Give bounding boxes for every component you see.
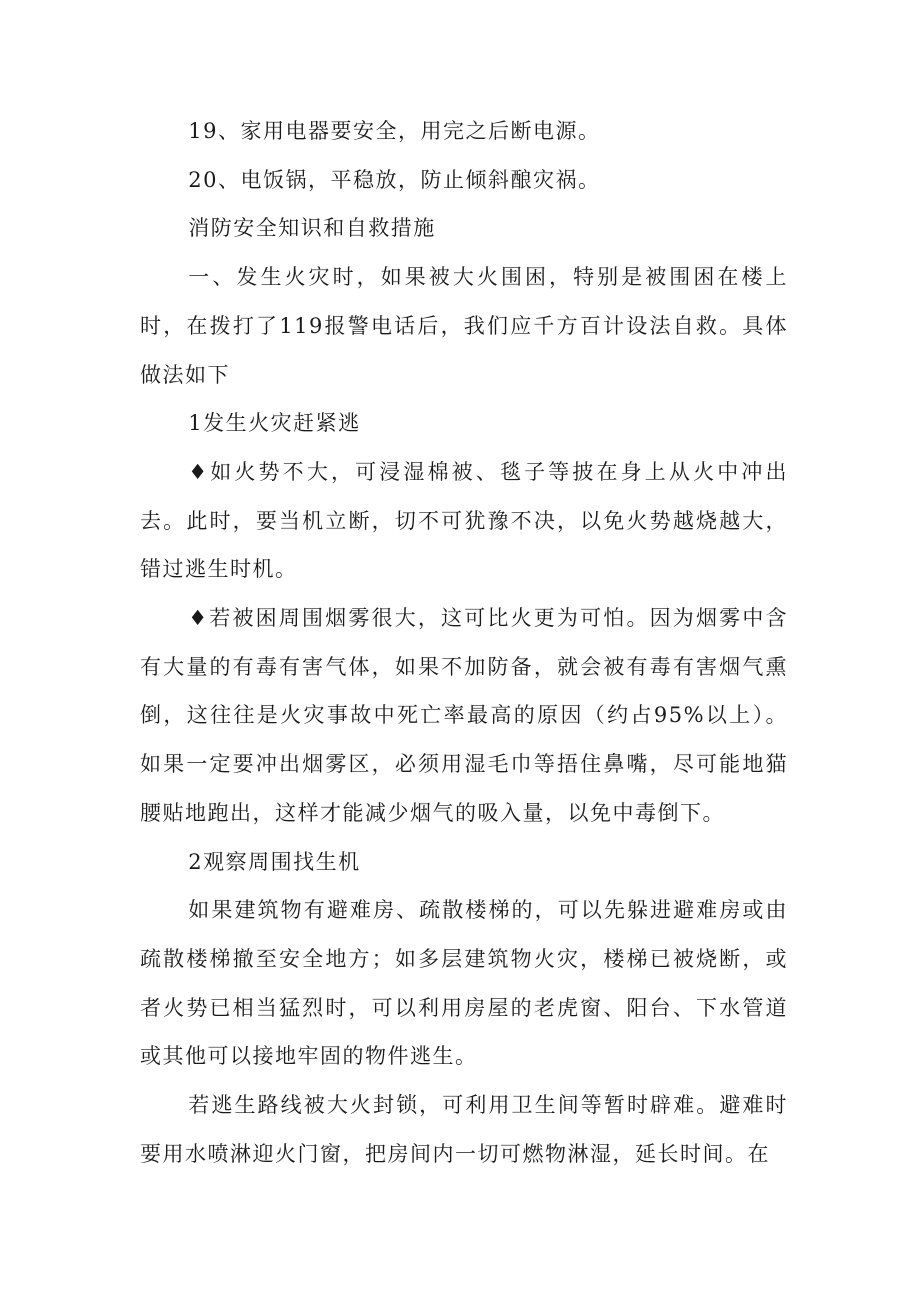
document-body <box>140 107 788 1178</box>
body-paragraph-refuge: 若逃生路线被大火封锁，可利用卫生间等暂时辟难。避难时要用水喷淋迎火门窗，把房间内一切可燃物淋湿，延长时间。在 <box>140 1093 788 1166</box>
section-one-intro: 一、发生火灾时，如果被大火围困，特别是被围困在楼上时，在拨打了119报警电话后，我们应千方百计设法自救。具体做法如下 <box>140 265 788 387</box>
list-item-19: 19、家用电器要安全，用完之后断电源。 <box>188 119 601 143</box>
subheading-1: 1发生火灾赶紧逃 <box>188 411 361 436</box>
list-item-20: 20、电饭锅，平稳放，防止倾斜酿灾祸。 <box>188 167 601 192</box>
section-heading: 消防安全知识和自救措施 <box>188 216 436 241</box>
subheading-2: 2观察周围找生机 <box>188 849 361 874</box>
body-paragraph-evacuation: 如果建筑物有避难房、疏散楼梯的，可以先躲进避难房或由疏散楼梯撤至安全地方；如多层建筑物火灾，楼梯已被烧断，或者火势已相当猛烈时，可以利用房屋的老虎窗、阳台、下水管道或其他可以接地牢固的物件逃生。 <box>140 898 788 1069</box>
bullet-paragraph-1: ♦如火势不大，可浸湿棉被、毯子等披在身上从火中冲出去。此时，要当机立断，切不可犹豫不决，以免火势越烧越大，错过逃生时机。 <box>140 459 788 582</box>
bullet-paragraph-2: ♦若被困周围烟雾很大，这可比火更为可怕。因为烟雾中含有大量的有毒有害气体，如果不加防备，就会被有毒有害烟气熏倒，这往往是火灾事故中死亡率最高的原因（约占95%以上）。如果一定要冲出烟雾区，必须用湿毛巾等捂住鼻嘴，尽可能地猫腰贴地跑出，这样才能减少烟气的吸入量，以免中毒倒下。 <box>140 606 788 825</box>
